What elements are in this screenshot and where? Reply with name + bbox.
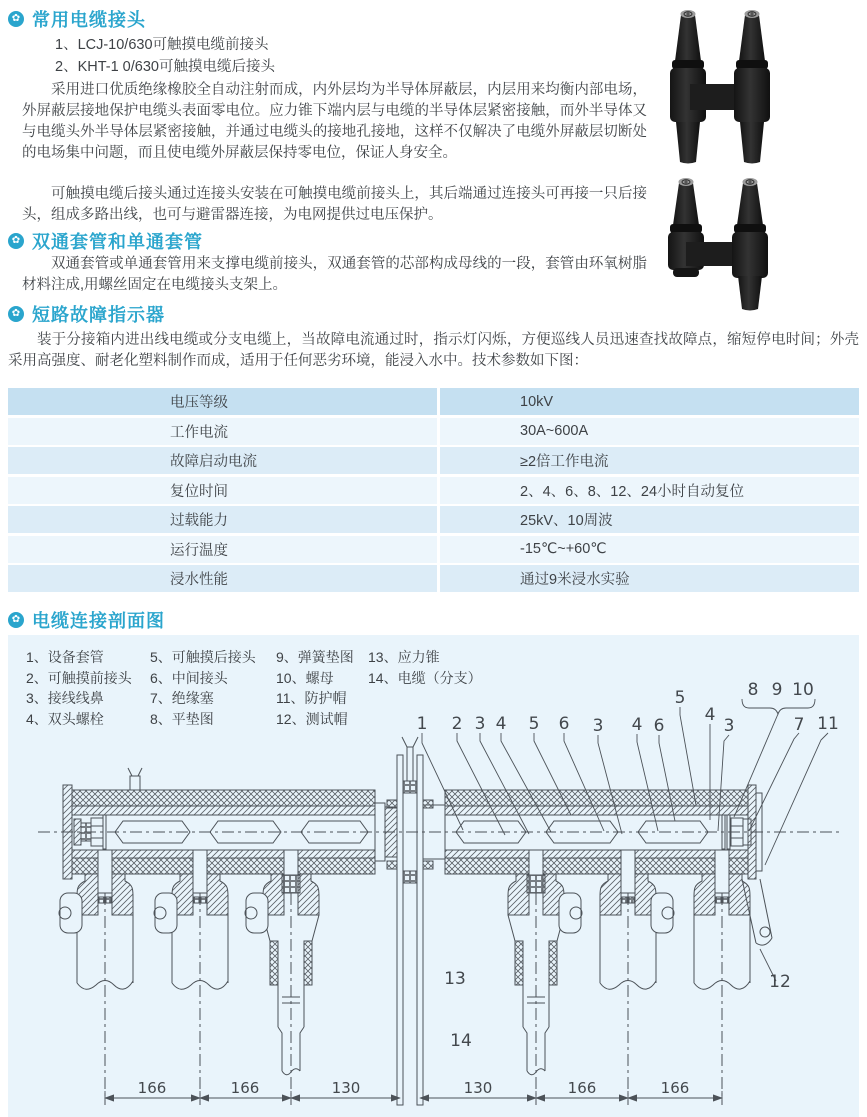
dimension-label: 166: [567, 1079, 597, 1097]
legend-item: 1、设备套管: [26, 649, 104, 665]
table-row: [8, 388, 859, 415]
callout-label: 7: [793, 715, 805, 735]
callout-label: 13: [444, 969, 466, 989]
param-name: 工作电流: [170, 424, 228, 441]
param-value: -15℃~+60℃: [437, 536, 859, 563]
table-row: [8, 447, 859, 474]
table-row: [8, 536, 859, 563]
legend-item: 9、弹簧垫图: [276, 649, 354, 665]
param-name: 复位时间: [170, 483, 228, 500]
callout-label: 5: [528, 714, 540, 734]
single-leg-connector-image: [648, 172, 798, 312]
section-heading: 短路故障指示器: [32, 305, 165, 325]
legend-item: 6、中间接头: [150, 669, 228, 686]
body-paragraph: 双通套管或单通套管用来支撑电缆前接头，双通套管的芯部构成母线的一段，套管由环氧树脂材料注成,用螺丝固定在电缆接头支架上。: [22, 256, 647, 293]
param-name: 故障启动电流: [170, 454, 257, 470]
table-row: [8, 565, 859, 592]
callout-label: 4: [495, 714, 507, 734]
double-bushing-connector-photo: [648, 4, 798, 171]
callout-label: 6: [653, 716, 665, 736]
callout-label: 10: [792, 680, 814, 700]
product-model-item: 1、LCJ-10/630可触摸电缆前接头: [55, 37, 269, 53]
page-title: 常用电缆接头: [32, 10, 146, 30]
legend-item: 7、绝缘塞: [150, 690, 214, 706]
param-name: 浸水性能: [170, 572, 228, 588]
param-value: ≥2倍工作电流: [437, 447, 859, 474]
callout-label: 9: [771, 680, 783, 700]
flower-bullet-icon: ✿: [8, 306, 24, 322]
dimension-lines: [105, 1091, 722, 1105]
callout-label: 5: [674, 688, 686, 708]
section-title-bushings: [8, 228, 203, 254]
technical-parameters-table: [8, 388, 859, 595]
h-shape-connector-image: [648, 4, 798, 166]
body-paragraph: 可触摸电缆后接头通过连接头安装在可触摸电缆前接头上，其后端通过连接头可再接一只后接头，组成多路出线，也可与避雷器连接，为电网提供过电压保护。: [22, 186, 647, 223]
legend-item: 5、可触摸后接头: [150, 649, 256, 665]
callout-label: 11: [817, 714, 839, 734]
stress-cone-cables: [245, 850, 582, 1075]
body-paragraph: 装于分接箱内进出线电缆或分支电缆上，当故障电流通过时，指示灯闪烁，方便巡线人员迅速查找故障点，缩短停电时间；外壳采用高强度、耐老化塑料制作而成，适用于任何恶劣环境，能浸入水中。技术参数如下图：: [8, 332, 859, 369]
dimension-label: 166: [230, 1079, 260, 1097]
section-title-common-cable-joints: [8, 6, 146, 32]
callout-label: 6: [558, 714, 570, 734]
param-name: 运行温度: [170, 542, 228, 559]
callout-label: 3: [723, 716, 735, 736]
section-title-cross-section: [8, 607, 165, 633]
param-name: 过载能力: [170, 513, 228, 529]
equipment-bushing-center: [375, 737, 445, 1105]
legend-item: 12、测试帽: [276, 710, 348, 727]
cross-section-panel: [8, 635, 859, 1117]
legend-item: 2、可触摸前接头: [26, 669, 132, 686]
table-row: [8, 506, 859, 533]
legend-item: 3、接线线鼻: [26, 690, 104, 706]
single-bushing-connector-photo: [648, 172, 798, 317]
section-title-fault-indicator: [8, 301, 165, 327]
cross-section-drawing: [8, 635, 859, 1117]
legend-item: 14、电缆（分支）: [368, 669, 482, 686]
legend-item: 8、平垫图: [150, 710, 214, 727]
dimension-label: 130: [463, 1079, 493, 1097]
table-row: [8, 418, 859, 445]
dimension-numbers: [138, 1079, 690, 1097]
callout-label: 12: [769, 972, 791, 992]
table-row: [8, 477, 859, 504]
connector-unit-right: [734, 10, 770, 164]
section-heading: 电缆连接剖面图: [32, 611, 165, 631]
legend-item: 11、防护帽: [276, 690, 347, 706]
param-value: 10kV: [437, 388, 859, 415]
callout-label: 3: [474, 714, 486, 734]
legend-item: 10、螺母: [276, 669, 334, 686]
callout-label: 4: [631, 715, 643, 735]
legend-item: 4、双头螺栓: [26, 710, 104, 727]
param-value: 25kV、10周波: [437, 506, 859, 533]
flower-bullet-icon: ✿: [8, 612, 24, 628]
callout-label: 2: [451, 714, 463, 734]
connector-unit-right: [732, 178, 768, 311]
param-value: 2、4、6、8、12、24小时自动复位: [437, 477, 859, 504]
body-paragraph: 采用进口优质绝缘橡胶全自动注射而成，内外层均为半导体屏蔽层，内层用来均衡内部电场，外屏蔽层接地保护电缆头表面零电位。应力锥下端内层与电缆的半导体层紧密接触，而外半导体又与电缆头外半导体层紧密接触，并通过电缆头的接地孔接地，这样不仅解决了电缆外屏蔽层切断处的电场集中问题，而且使电缆外屏蔽层保持零电位，保证人身安全。: [22, 82, 647, 161]
dimension-label: 130: [331, 1079, 361, 1097]
callout-label: 8: [747, 680, 759, 700]
callout-label: 3: [592, 716, 604, 736]
param-value: 30A~600A: [437, 418, 859, 445]
flower-bullet-icon: ✿: [8, 233, 24, 249]
legend-item: 13、应力锥: [368, 649, 440, 665]
callout-label: 14: [450, 1031, 472, 1051]
param-value: 通过9米浸水实验: [437, 565, 859, 592]
callout-label: 4: [704, 705, 716, 725]
dimension-label: 166: [660, 1079, 690, 1097]
flower-bullet-icon: ✿: [8, 11, 24, 27]
product-model-item: 2、KHT-1 0/630可触摸电缆后接头: [55, 59, 275, 75]
dimension-label: 166: [137, 1079, 167, 1097]
param-name: 电压等级: [170, 395, 228, 411]
section-heading: 双通套管和单通套管: [32, 232, 203, 252]
callout-label: 1: [416, 714, 428, 734]
